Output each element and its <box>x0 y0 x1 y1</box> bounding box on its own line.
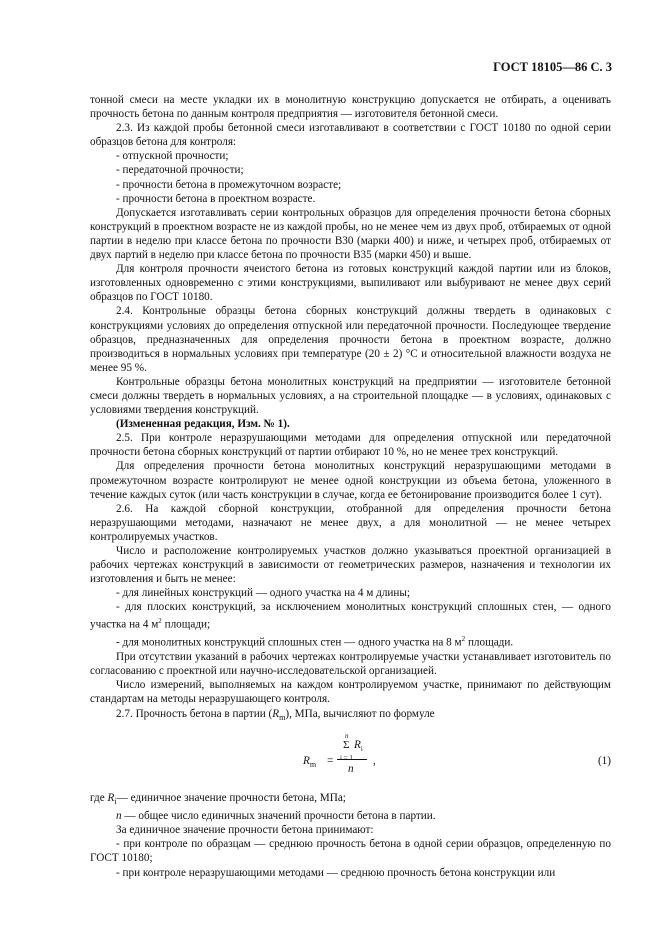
list-item: - передаточной прочности; <box>116 164 244 177</box>
text: ), МПа, вычисляют по формуле <box>285 707 435 720</box>
list-item: - прочности бетона в промежуточном возрасте; <box>116 178 342 191</box>
equation-number: (1) <box>597 754 611 767</box>
paragraph: Допускается изготавливать серии контрольных образцов для определения прочности бетона сборных конструкций в проектном возрасте не из каждой пробы, но не менее чем из двух проб, отбираемых от одной партии в неделю при классе бетона по прочности В30 (марки 400) и ниже, и четырех проб, отбираемых от двух партий в неделю при классе бетона по прочности В35 (марки 450) и выше. <box>90 206 611 262</box>
symbol: R <box>303 754 310 767</box>
paragraph: Для определения прочности бетона монолитных конструкций неразрушающими методами в промежуточном возрасте контролируют не менее одной конструкции из объема бетона, уложенного в течение каждых суток (или часть конструкции в случае, когда ее бетонирование производится более 1 сут). <box>90 460 611 501</box>
formula-block <box>90 729 611 789</box>
paragraph: 2.3. Из каждой пробы бетонной смеси изготавливают в соответствии с ГОСТ 10180 по одной серии образцов бетона для контроля: <box>90 122 611 149</box>
fraction <box>337 729 369 789</box>
amendment-note: (Измененная редакция, Изм. № 1). <box>116 418 290 431</box>
symbol: R <box>107 791 115 804</box>
sum-upper-limit: n <box>345 731 349 740</box>
symbol: n <box>116 810 122 823</box>
where-line <box>90 791 611 809</box>
symbol: R <box>354 738 361 751</box>
text: — общее число единичных значений прочности бетона в партии. <box>121 810 436 823</box>
where-line <box>90 809 611 823</box>
paragraph: Для контроля прочности ячеистого бетона из готовых конструкций каждой партии или из блоков, изготовленных одновременно с этими конструкциями, выпиливают или выбуривают не менее двух серий образцов по ГОСТ 10180. <box>90 263 611 304</box>
paragraph <box>90 707 611 725</box>
document-body <box>90 93 611 880</box>
paragraph: Число и расположение контролируемых участков должно указываться проектной организацией в рабочих чертежах конструкций в зависимости от геометрических размеров, назначения и технологии их изготовления и быть не менее: <box>90 545 611 586</box>
subscript: m <box>279 712 286 722</box>
superscript: 2 <box>461 635 466 644</box>
text: где <box>90 791 108 804</box>
text: площади; <box>161 619 211 632</box>
sum-term <box>354 738 363 756</box>
paragraph: При отсутствии указаний в рабочих чертежах контролируемые участки устанавливает изготовитель по согласованию с проектной или научно-исследовательской организацией. <box>90 651 611 678</box>
text: — единичное значение прочности бетона, МПа; <box>116 791 346 804</box>
list-item: - при контроле неразрушающими методами — среднюю прочность бетона конструкции или <box>116 866 556 879</box>
paragraph: 2.6. На каждой сборной конструкции, отобранной для определения прочности бетона неразрушающими методами, назначают не менее двух, а для монолитной — не менее четырех контролируемых участков. <box>90 502 611 543</box>
sum-lower-limit: i = 1 <box>340 753 353 762</box>
subscript: i <box>114 797 117 807</box>
list-item: - прочности бетона в проектном возрасте. <box>116 192 316 205</box>
sum-sign: Σ <box>343 738 350 751</box>
text: площади. <box>465 637 514 650</box>
paragraph: тонной смеси на месте укладки их в монолитную конструкцию допускается не отбирать, а оценивать прочность бетона по данным контроля предприятия — изготовителя бетонной смеси. <box>90 94 611 121</box>
list-item: - для линейных конструкций — одного участка на 4 м длины; <box>116 587 411 600</box>
paragraph: Контрольные образцы бетона монолитных конструкций на предприятии — изготовителе бетонной смеси должны твердеть в нормальных условиях, а на строительной площадке — в условиях, одинаковых с условиями твердения конструкций. <box>90 375 611 417</box>
text: - для монолитных конструкций сплошных стен — одного участка на 8 м <box>116 637 462 650</box>
list-item: - при контроле по образцам — среднюю прочность бетона в одной серии образцов, определенную по ГОСТ 10180; <box>90 838 611 865</box>
list-item: - отпускной прочности; <box>116 150 229 163</box>
text: - для плоских конструкций, за исключением монолитных конструкций сплошных стен, — одного участка на 4 м <box>90 601 611 632</box>
fraction-line <box>337 759 367 760</box>
denominator: n <box>348 762 354 775</box>
paragraph: За единичное значение прочности бетона принимают: <box>116 824 374 837</box>
superscript: 2 <box>158 617 162 626</box>
formula-comma: , <box>373 754 376 767</box>
symbol: R <box>272 707 280 720</box>
paragraph: 2.4. Контрольные образцы бетона сборных конструкций должны твердеть в одинаковых с конструкциями условиях до определения отпускной или передаточной прочности. Последующее твердение образцов, предназначенных для определения прочности бетона в проектном возрасте, должно производиться в нормальных условиях при температуре (20 ± 2) °С и относительной влажности воздуха не менее 95 %. <box>90 305 611 374</box>
equals-sign: = <box>327 754 334 767</box>
paragraph: 2.5. При контроле неразрушающими методами для определения отпускной или передаточной прочности бетона сборных конструкций от партии отбирают 10 %, но не менее трех конструкций. <box>90 432 611 459</box>
paragraph: Число измерений, выполняемых на каждом контролируемом участке, принимают по действующим стандартам на методы неразрушающего контроля. <box>90 679 611 706</box>
formula-lhs <box>303 754 316 772</box>
list-item <box>90 632 611 650</box>
text: 2.7. Прочность бетона в партии ( <box>116 707 273 720</box>
page-header: ГОСТ 18105—86 С. 3 <box>493 60 612 74</box>
subscript: m <box>309 760 317 770</box>
list-item <box>90 600 611 632</box>
subscript: i <box>360 745 363 754</box>
